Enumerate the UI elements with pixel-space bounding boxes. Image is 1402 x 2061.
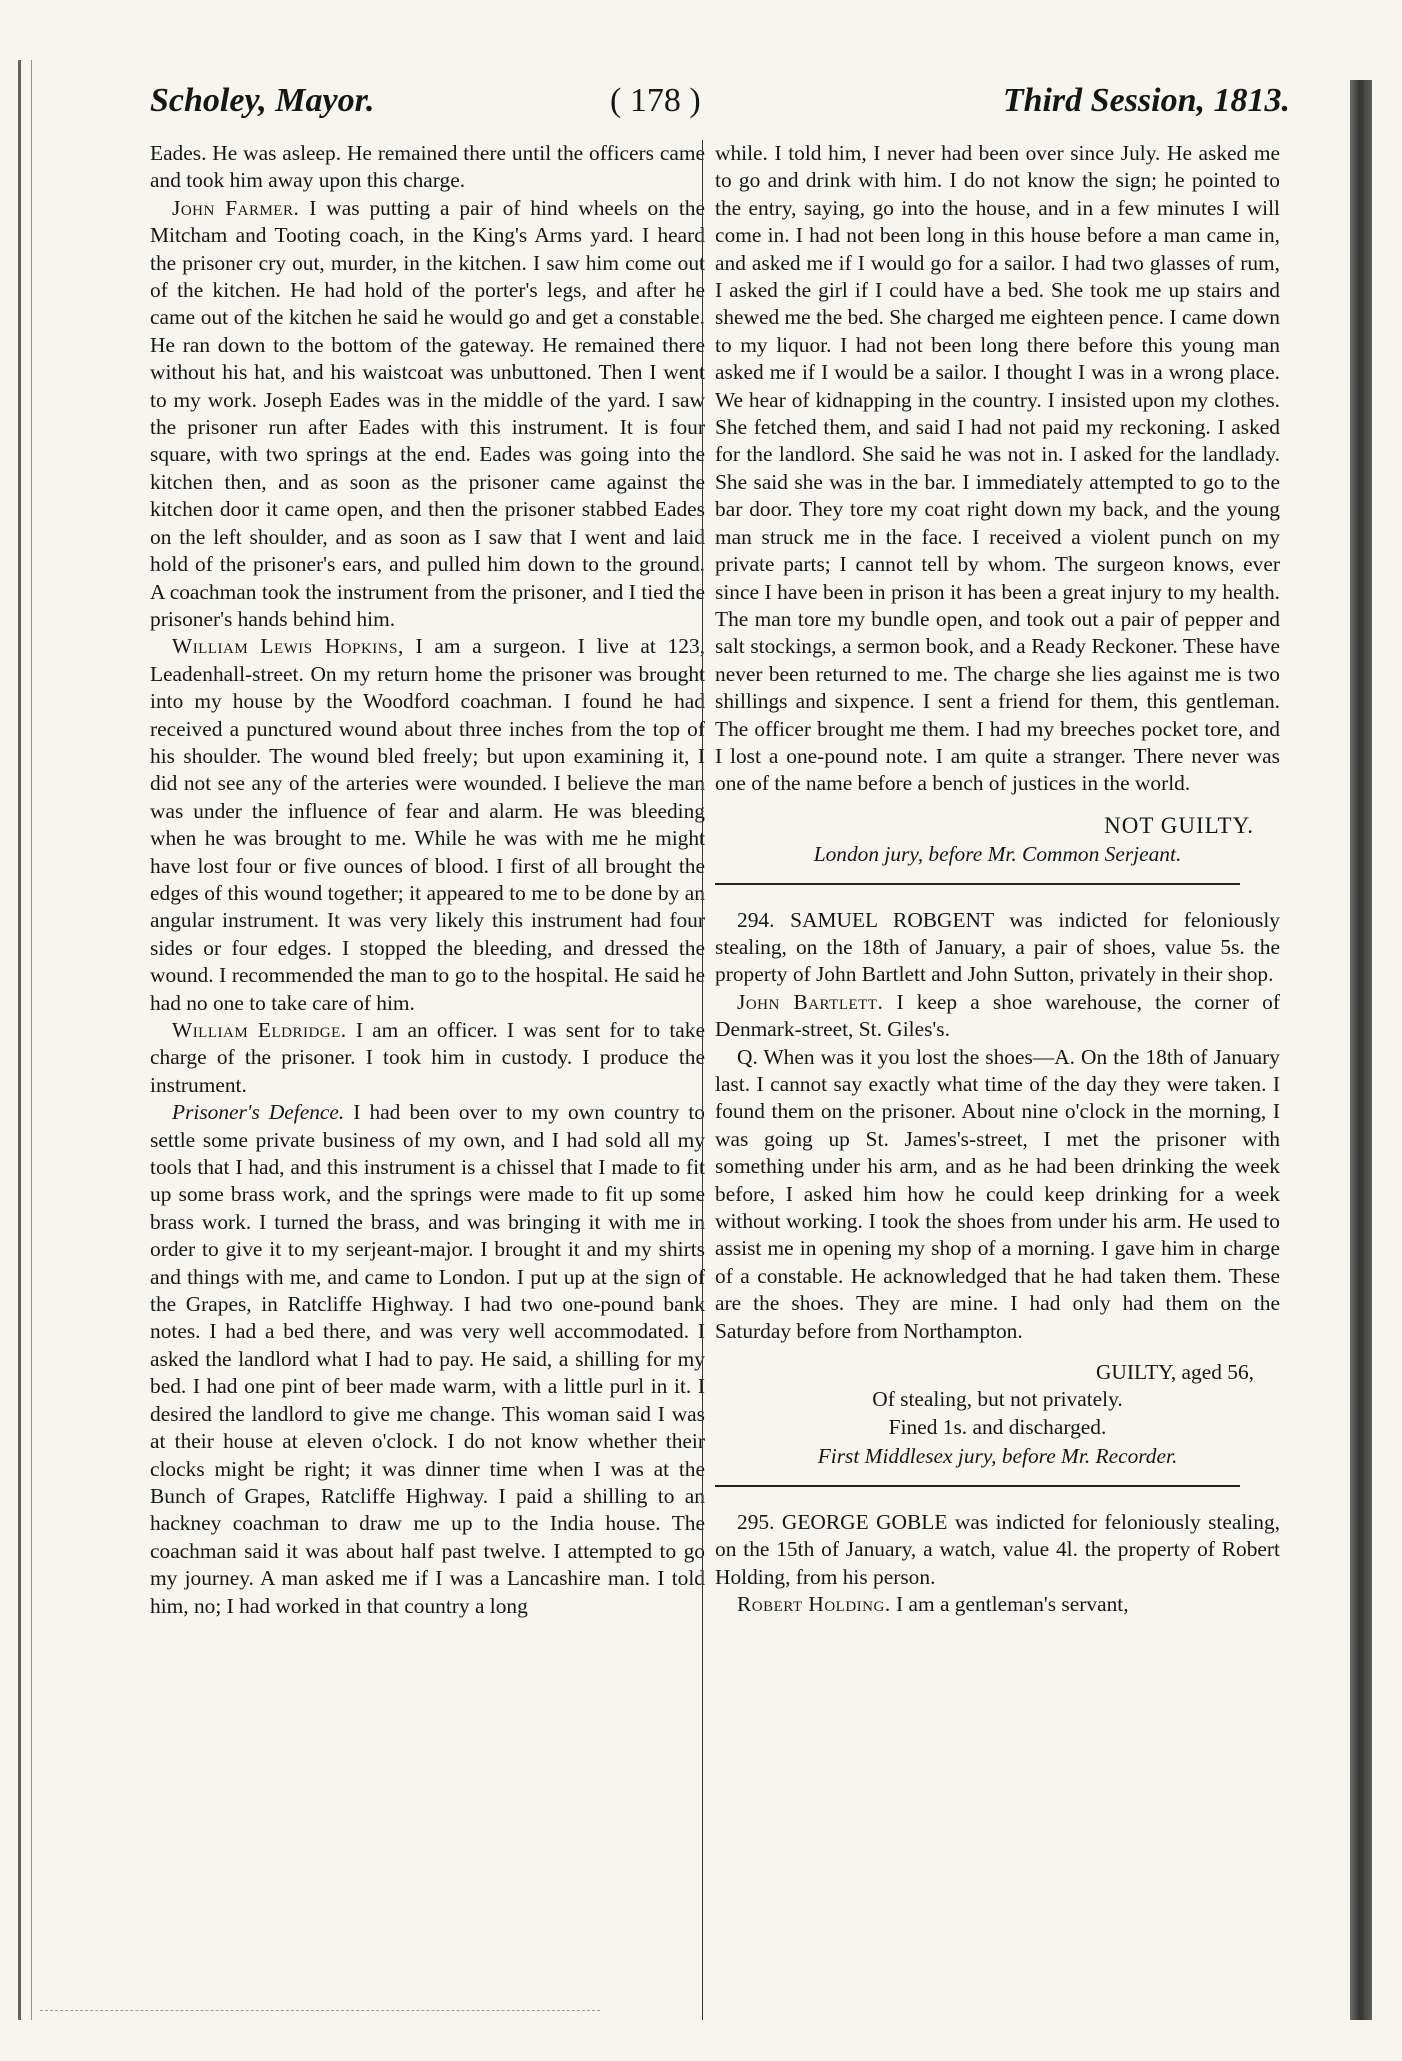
testimony-text: Q. When was it you lost the shoes—A. On the 18th of January last. I cannot say exactly what time of the day they were taken. I found them on the prisoner. About nine o'clock in the morning, I was going up St. James's-street, I met the prisoner with something under his arm, and as he had been drinking the week before, I asked him how he could keep drinking for a week without working. I took the shoes from under his arm. He used to assist me in opening my shop of a morning. I gave him in charge of a constable. He acknowledged that he had taken them. These are the shoes. They are mine. I had only had them on the Saturday before from Northampton. — [715, 1044, 1280, 1343]
case-295-heading: 295. GEORGE GOBLE was indicted for feloniously stealing, on the 15th of January, a watch, value 4l. the property of Robert Holding, from his person. — [715, 1509, 1280, 1589]
testimony-text: I am a gentleman's servant, — [890, 1591, 1129, 1616]
testimony-john-farmer — [150, 195, 705, 634]
testimony-text: I was putting a pair of hind wheels on the Mitcham and Tooting coach, in the King's Arms yard. I heard the prisoner cry out, murder, in the kitchen. I saw him come out of the kitchen. He had hold of the porter's legs, and after he came out of the kitchen he said he would go and get a constable. He ran down to the bottom of the gateway. He remained there without his hat, and his waistcoat was unbuttoned. Then I went to my work. Joseph Eades was in the middle of the yard. I saw the prisoner run after Eades with this instrument. It is four square, with two springs at the end. Eades was going into the kitchen then, and as soon as the prisoner came against the kitchen door it came open, and then the prisoner stabbed Eades on the left shoulder, and as soon as I saw that I went and laid hold of the prisoner's ears, and pulled him down to the ground. A coachman took the instrument from the prisoner, and I tied the prisoner's hands behind him. — [150, 195, 705, 631]
jury-line: London jury, before Mr. Common Serjeant. — [813, 842, 1182, 867]
running-header — [150, 82, 1290, 138]
case-divider — [715, 1485, 1240, 1487]
column-rule — [702, 140, 703, 2020]
witness-name: William Lewis Hopkins, — [172, 634, 404, 659]
jury-line: First Middlesex jury, before Mr. Recorder. — [817, 1444, 1178, 1469]
testimony-text: I am an officer. I was sent for to take charge of the prisoner. I took him in custody. I produce the instrument. — [150, 1018, 705, 1097]
header-session: Third Session, 1813. — [1002, 82, 1290, 119]
testimony-text: I keep a shoe warehouse, the corner of Denmark-street, St. Giles's. — [715, 989, 1280, 1042]
sentence-line: Fined 1s. and discharged. — [888, 1414, 1107, 1439]
verdict-guilty: GUILTY, aged 56, — [1095, 1360, 1254, 1385]
case-divider — [715, 883, 1240, 885]
witness-name: John Farmer. — [172, 195, 300, 220]
bottom-print-marks — [40, 2010, 600, 2017]
defence-label: Prisoner's Defence. — [172, 1100, 345, 1125]
verdict-detail: Of stealing, but not privately. — [872, 1387, 1123, 1412]
case-294-heading: 294. SAMUEL ROBGENT was indicted for feloniously stealing, on the 18th of January, a pair of shoes, value 5s. the property of John Bartlett and John Sutton, privately in their shop. — [715, 907, 1280, 987]
witness-name: Robert Holding. — [737, 1591, 891, 1616]
right-column — [715, 140, 1280, 1618]
testimony-question-answer — [715, 1044, 1280, 1345]
witness-name: John Bartlett. — [737, 989, 884, 1014]
paragraph-text: while. I told him, I never had been over since July. He asked me to go and drink with him. I do not know the sign; he pointed to the entry, saying, go into the house, and in a few minutes I will come in. I had not been long in this house before a man came in, and asked me if I would go for a sailor. I had two glasses of rum, I asked the girl if I could have a bed. She took me up stairs and shewed me the bed. She charged me eighteen pence. I came down to my liquor. I had not been long there before this young man asked me if I would be a sailor. I thought I was in a wrong place. We hear of kidnapping in the country. I insisted upon my clothes. She fetched them, and said I had not paid my reckoning. I asked for the landlord. She said he was not in. I asked for the landlady. She said she was in the bar. I immediately attempted to go to the bar door. They tore my coat right down my back, and the young man struck me in the face. I received a violent punch on my private parts; I cannot tell by whom. The surgeon knows, ever since I have been in prison it has been a great injury to my health. The man tore my bundle open, and took out a pair of pepper and salt stockings, a sermon book, and a Ready Reckoner. These have never been returned to me. The charge she lies against me is two shillings and sixpence. I sent a friend for them, this gentleman. The officer brought me them. I had my breeches pocket tore, and I lost a one-pound note. I am quite a stranger. There never was one of the name before a bench of justices in the world. — [715, 141, 1280, 796]
paragraph-continuation — [150, 140, 705, 195]
page-binding-edge — [18, 60, 32, 2020]
defence-continuation — [715, 140, 1280, 798]
prisoners-defence — [150, 1099, 705, 1620]
testimony-text: I am a surgeon. I live at 123, Leadenhall-street. On my return home the prisoner was brought into my house by the Woodford coachman. I found he had received a punctured wound about three inches from the top of his shoulder. The wound bled freely; but upon examining it, I did not see any of the arteries were wounded. I believe the man was under the influence of fear and alarm. He was bleeding when he was brought to me. While he was with me he might have lost four or five ounces of blood. I first of all brought the edges of this wound together; it appeared to me to be done by an angular instrument. It was very likely this instrument had four sides or four edges. I stopped the bleeding, and dressed the wound. I recommended the man to go to the hospital. He said he had no one to take care of him. — [150, 634, 705, 1015]
page-number: ( 178 ) — [610, 82, 701, 119]
defence-text: I had been over to my own country to settle some private business of my own, and I had sold all my tools that I had, and this instrument is a chissel that I made to fit up some brass work, and the springs were made to fit up some brass work. I turned the brass, and was bringing it with me in order to give it to my serjeant-major. I brought it and my shirts and things with me, and came to London. I put up at the sign of the Grapes, in Ratcliffe Highway. I had two one-pound bank notes. I had a bed there, and was very well accommodated. I asked the landlord what I had to pay. He said, a shilling for my bed. I had one pint of beer made warm, with a little purl in it. I desired the landlord to give me change. This woman said I was at their house at eleven o'clock. I do not know whether their clocks might be right; it was dinner time when I was at the Bunch of Grapes, Ratcliffe Highway. I paid a shilling to an hackney coachman to draw me up to the India house. The coachman said it was about half past twelve. I attempted to go my journey. A man asked me if I was a Lancashire man. I told him, no; I had worked in that country a long — [150, 1100, 705, 1618]
paragraph-text: Eades. He was asleep. He remained there until the officers came and took him away upon this charge. — [150, 141, 705, 193]
testimony-william-lewis-hopkins — [150, 633, 705, 1017]
testimony-john-bartlett — [715, 989, 1280, 1044]
verdict-not-guilty: NOT GUILTY. — [1104, 812, 1254, 838]
header-mayor: Scholey, Mayor. — [150, 82, 375, 119]
witness-name: William Eldridge. — [172, 1018, 347, 1042]
left-column — [150, 140, 705, 1620]
page-shadow-edge — [1350, 80, 1372, 2020]
testimony-william-eldridge — [150, 1017, 705, 1099]
testimony-robert-holding — [715, 1591, 1280, 1618]
